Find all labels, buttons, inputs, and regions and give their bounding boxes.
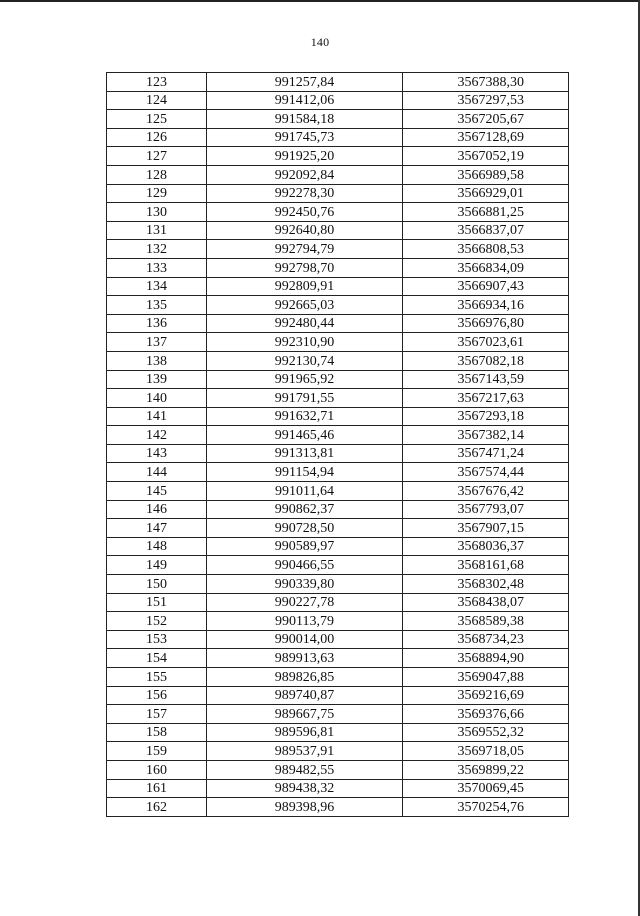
table-row [107,537,569,556]
x-coordinate-cell: 991154,94 [207,463,403,482]
x-coordinate-cell: 990227,78 [207,593,403,612]
y-coordinate-cell: 3566907,43 [403,277,569,296]
x-coordinate-cell: 992092,84 [207,165,403,184]
point-number-cell: 123 [107,73,207,92]
y-coordinate-cell: 3569376,66 [403,705,569,724]
point-number-cell: 133 [107,258,207,277]
coordinates-table-body [107,73,569,817]
table-row [107,165,569,184]
point-number-cell: 160 [107,760,207,779]
point-number-cell: 127 [107,147,207,166]
x-coordinate-cell: 989482,55 [207,760,403,779]
x-coordinate-cell: 990466,55 [207,556,403,575]
point-number-cell: 131 [107,221,207,240]
x-coordinate-cell: 991584,18 [207,110,403,129]
x-coordinate-cell: 989596,81 [207,723,403,742]
table-row [107,147,569,166]
point-number-cell: 135 [107,296,207,315]
y-coordinate-cell: 3568589,38 [403,612,569,631]
coordinates-table [106,72,569,817]
point-number-cell: 143 [107,444,207,463]
point-number-cell: 155 [107,668,207,687]
point-number-cell: 159 [107,742,207,761]
x-coordinate-cell: 990339,80 [207,575,403,594]
x-coordinate-cell: 991632,71 [207,407,403,426]
y-coordinate-cell: 3568894,90 [403,649,569,668]
x-coordinate-cell: 991745,73 [207,128,403,147]
y-coordinate-cell: 3567297,53 [403,91,569,110]
point-number-cell: 151 [107,593,207,612]
table-row [107,426,569,445]
table-row [107,593,569,612]
table-row [107,184,569,203]
table-row [107,128,569,147]
y-coordinate-cell: 3568036,37 [403,537,569,556]
point-number-cell: 154 [107,649,207,668]
table-row [107,91,569,110]
point-number-cell: 126 [107,128,207,147]
point-number-cell: 161 [107,779,207,798]
table-row [107,370,569,389]
point-number-cell: 129 [107,184,207,203]
x-coordinate-cell: 989438,32 [207,779,403,798]
page-number: 140 [310,35,330,49]
x-coordinate-cell: 990728,50 [207,519,403,538]
y-coordinate-cell: 3567574,44 [403,463,569,482]
point-number-cell: 144 [107,463,207,482]
x-coordinate-cell: 991791,55 [207,389,403,408]
y-coordinate-cell: 3566808,53 [403,240,569,259]
x-coordinate-cell: 992450,76 [207,203,403,222]
table-row [107,742,569,761]
y-coordinate-cell: 3570069,45 [403,779,569,798]
table-row [107,760,569,779]
point-number-cell: 125 [107,110,207,129]
y-coordinate-cell: 3570254,76 [403,798,569,817]
table-row [107,630,569,649]
point-number-cell: 149 [107,556,207,575]
table-row [107,333,569,352]
y-coordinate-cell: 3569899,22 [403,760,569,779]
table-row [107,556,569,575]
table-row [107,723,569,742]
table-row [107,463,569,482]
x-coordinate-cell: 992794,79 [207,240,403,259]
y-coordinate-cell: 3568438,07 [403,593,569,612]
point-number-cell: 142 [107,426,207,445]
x-coordinate-cell: 991925,20 [207,147,403,166]
x-coordinate-cell: 989740,87 [207,686,403,705]
table-row [107,73,569,92]
y-coordinate-cell: 3567082,18 [403,351,569,370]
x-coordinate-cell: 991011,64 [207,482,403,501]
x-coordinate-cell: 989826,85 [207,668,403,687]
table-row [107,314,569,333]
y-coordinate-cell: 3566834,09 [403,258,569,277]
table-row [107,575,569,594]
table-row [107,240,569,259]
y-coordinate-cell: 3567052,19 [403,147,569,166]
x-coordinate-cell: 992310,90 [207,333,403,352]
scan-border-top [0,0,640,2]
y-coordinate-cell: 3569552,32 [403,723,569,742]
table-row [107,500,569,519]
point-number-cell: 141 [107,407,207,426]
x-coordinate-cell: 992640,80 [207,221,403,240]
x-coordinate-cell: 992809,91 [207,277,403,296]
point-number-cell: 158 [107,723,207,742]
point-number-cell: 146 [107,500,207,519]
y-coordinate-cell: 3569216,69 [403,686,569,705]
x-coordinate-cell: 989667,75 [207,705,403,724]
point-number-cell: 136 [107,314,207,333]
y-coordinate-cell: 3567388,30 [403,73,569,92]
y-coordinate-cell: 3567793,07 [403,500,569,519]
point-number-cell: 132 [107,240,207,259]
point-number-cell: 137 [107,333,207,352]
table-row [107,389,569,408]
y-coordinate-cell: 3569047,88 [403,668,569,687]
point-number-cell: 147 [107,519,207,538]
table-row [107,351,569,370]
x-coordinate-cell: 989537,91 [207,742,403,761]
point-number-cell: 145 [107,482,207,501]
table-row [107,668,569,687]
y-coordinate-cell: 3567293,18 [403,407,569,426]
table-row [107,612,569,631]
x-coordinate-cell: 991465,46 [207,426,403,445]
point-number-cell: 139 [107,370,207,389]
x-coordinate-cell: 991257,84 [207,73,403,92]
y-coordinate-cell: 3567128,69 [403,128,569,147]
table-row [107,444,569,463]
x-coordinate-cell: 992130,74 [207,351,403,370]
x-coordinate-cell: 991313,81 [207,444,403,463]
point-number-cell: 138 [107,351,207,370]
point-number-cell: 140 [107,389,207,408]
table-row [107,110,569,129]
y-coordinate-cell: 3567143,59 [403,370,569,389]
point-number-cell: 156 [107,686,207,705]
table-row [107,296,569,315]
x-coordinate-cell: 989913,63 [207,649,403,668]
point-number-cell: 152 [107,612,207,631]
x-coordinate-cell: 990862,37 [207,500,403,519]
y-coordinate-cell: 3566989,58 [403,165,569,184]
y-coordinate-cell: 3567023,61 [403,333,569,352]
y-coordinate-cell: 3566929,01 [403,184,569,203]
x-coordinate-cell: 992278,30 [207,184,403,203]
y-coordinate-cell: 3567205,67 [403,110,569,129]
table-row [107,277,569,296]
point-number-cell: 128 [107,165,207,184]
point-number-cell: 130 [107,203,207,222]
point-number-cell: 162 [107,798,207,817]
y-coordinate-cell: 3567676,42 [403,482,569,501]
x-coordinate-cell: 991965,92 [207,370,403,389]
table-row [107,686,569,705]
table-row [107,649,569,668]
point-number-cell: 153 [107,630,207,649]
point-number-cell: 124 [107,91,207,110]
x-coordinate-cell: 990014,00 [207,630,403,649]
x-coordinate-cell: 990589,97 [207,537,403,556]
y-coordinate-cell: 3566837,07 [403,221,569,240]
point-number-cell: 157 [107,705,207,724]
table-row [107,519,569,538]
y-coordinate-cell: 3567217,63 [403,389,569,408]
point-number-cell: 148 [107,537,207,556]
table-row [107,798,569,817]
y-coordinate-cell: 3566881,25 [403,203,569,222]
table-row [107,407,569,426]
point-number-cell: 134 [107,277,207,296]
table-row [107,258,569,277]
y-coordinate-cell: 3568161,68 [403,556,569,575]
point-number-cell: 150 [107,575,207,594]
y-coordinate-cell: 3567907,15 [403,519,569,538]
x-coordinate-cell: 990113,79 [207,612,403,631]
x-coordinate-cell: 992665,03 [207,296,403,315]
table-row [107,705,569,724]
y-coordinate-cell: 3569718,05 [403,742,569,761]
x-coordinate-cell: 991412,06 [207,91,403,110]
y-coordinate-cell: 3566934,16 [403,296,569,315]
table-row [107,779,569,798]
y-coordinate-cell: 3567471,24 [403,444,569,463]
table-row [107,221,569,240]
y-coordinate-cell: 3568302,48 [403,575,569,594]
table-row [107,203,569,222]
y-coordinate-cell: 3566976,80 [403,314,569,333]
y-coordinate-cell: 3567382,14 [403,426,569,445]
x-coordinate-cell: 992798,70 [207,258,403,277]
x-coordinate-cell: 989398,96 [207,798,403,817]
x-coordinate-cell: 992480,44 [207,314,403,333]
table-row [107,482,569,501]
y-coordinate-cell: 3568734,23 [403,630,569,649]
